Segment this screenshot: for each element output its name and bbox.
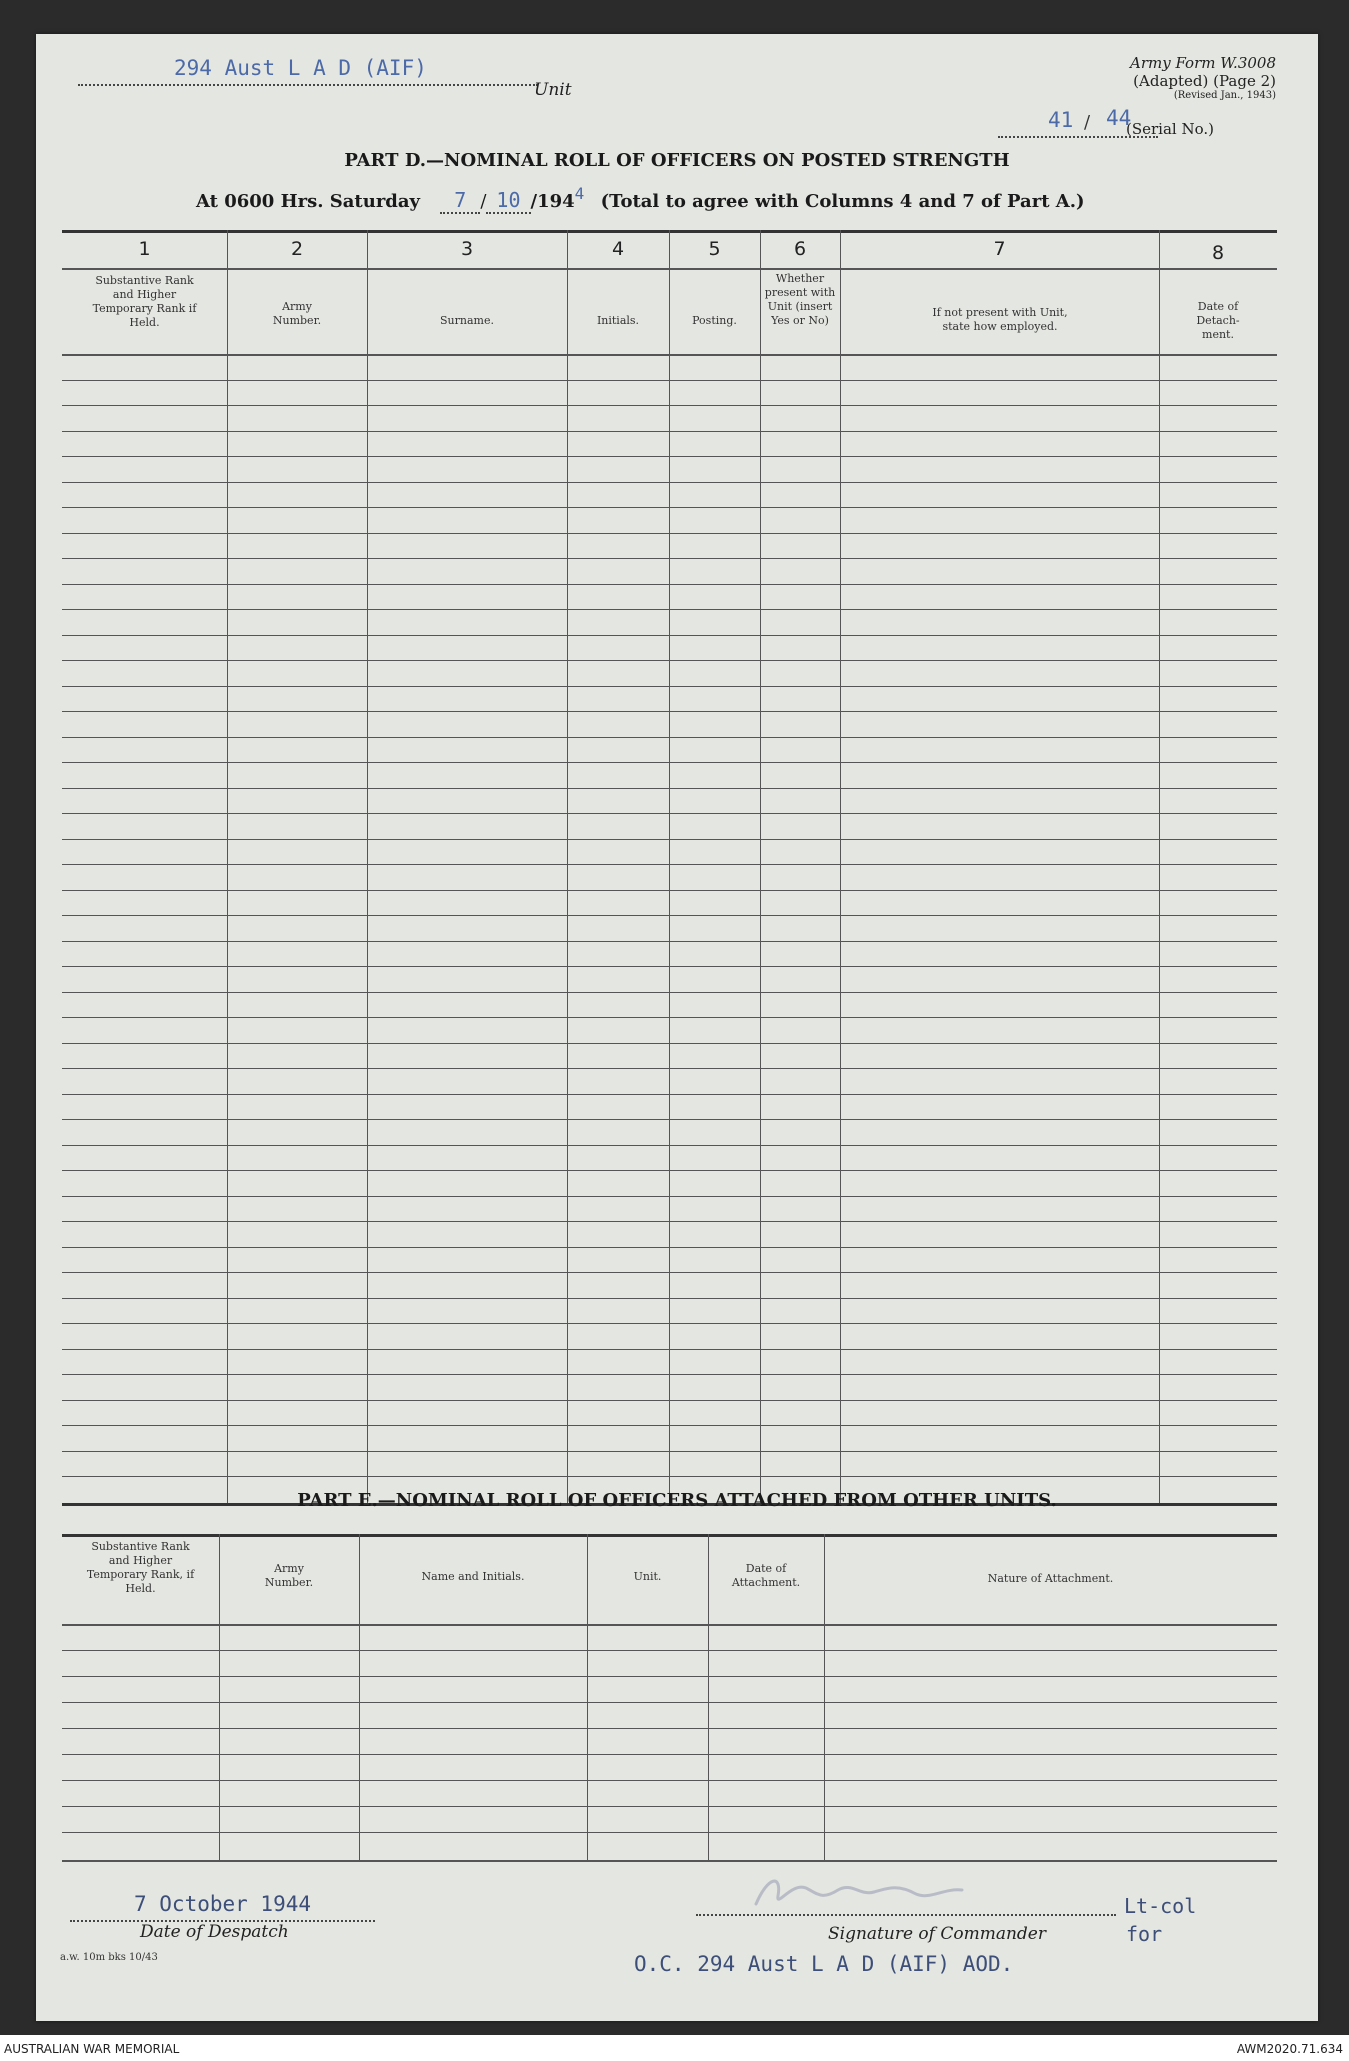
table-row-rule	[62, 711, 1277, 712]
day-value: 7	[440, 188, 480, 214]
form-id-block	[1026, 54, 1276, 101]
table-row-rule	[62, 1425, 1277, 1426]
table-row-rule	[62, 558, 1277, 559]
part-d-date-line: At 0600 Hrs. Saturday 7 / 10 /1944 (Total to agree with Columns 4 and 7 of Part A.)	[196, 184, 1085, 212]
table-row-rule	[62, 584, 1277, 585]
table-row-rule	[62, 405, 1277, 406]
table-row-rule	[62, 915, 1277, 916]
table-row-rule	[62, 941, 1277, 942]
col-label-4: Initials.	[596, 314, 640, 327]
col-label-5: Posting.	[692, 314, 737, 327]
table-row-rule	[62, 813, 1277, 814]
form-name: Army Form W.3008	[1130, 54, 1276, 72]
table-row-rule	[62, 1323, 1277, 1324]
serial-field: 41 / 44	[998, 108, 1158, 138]
col-num-2: 2	[290, 238, 304, 260]
table-row-rule	[62, 1400, 1277, 1401]
table-row-rule	[62, 1119, 1277, 1120]
e-col-label-4: Unit.	[633, 1570, 662, 1583]
archive-institution: AUSTRALIAN WAR MEMORIAL	[4, 2042, 180, 2056]
table-row-rule	[62, 609, 1277, 610]
unit-value: 294 Aust L A D (AIF)	[174, 56, 427, 80]
cc-line: O.C. 294 Aust L A D (AIF) AOD.	[634, 1952, 1014, 1976]
table-row-rule	[62, 1094, 1277, 1095]
serial-label: (Serial No.)	[1126, 120, 1214, 138]
table-row-rule	[62, 1247, 1277, 1248]
col-num-7: 7	[993, 238, 1006, 260]
table-row-rule	[62, 839, 1277, 840]
part-d-table	[62, 230, 1277, 1510]
table-row-rule	[62, 1451, 1277, 1452]
form-sheet	[36, 34, 1318, 2021]
print-code: a.w. 10m bks 10/43	[60, 1952, 158, 1963]
table-row-rule	[62, 1349, 1277, 1350]
table-row-rule	[62, 507, 1277, 508]
table-row-rule	[62, 380, 1277, 381]
col-num-3: 3	[460, 238, 474, 260]
table-row-rule	[62, 1272, 1277, 1273]
col-label-1: Substantive Rank and Higher Temporary Rank if Held.	[92, 274, 197, 329]
table-row-rule	[62, 1702, 1277, 1703]
table-row-rule	[62, 864, 1277, 865]
col-num-1: 1	[138, 238, 151, 260]
table-row-rule	[62, 635, 1277, 636]
table-row-rule	[62, 1476, 1277, 1477]
table-row-rule	[62, 533, 1277, 534]
col-label-8: Date of Detach- ment.	[1196, 300, 1240, 341]
table-row-rule	[62, 1374, 1277, 1375]
year-prefix: /194	[530, 191, 575, 212]
e-col-label-2: Army Number.	[264, 1562, 314, 1589]
signature-label: Signature of Commander	[828, 1924, 1046, 1944]
table-row-rule	[62, 456, 1277, 457]
col-label-7: If not present with Unit, state how employed.	[932, 306, 1068, 333]
form-revised: (Revised Jan., 1943)	[1173, 90, 1276, 101]
table-row-rule	[62, 992, 1277, 993]
year-digit: 4	[574, 184, 585, 203]
table-row-rule	[62, 1017, 1277, 1018]
signature-field	[696, 1914, 1116, 1916]
col-num-8: 8	[1211, 242, 1225, 264]
part-e-table	[62, 1534, 1277, 1864]
month-value: 10	[486, 188, 530, 214]
col-num-6: 6	[793, 238, 807, 260]
table-row-rule	[62, 1068, 1277, 1069]
part-d-title: PART D.—NOMINAL ROLL OF OFFICERS ON POSTED STRENGTH	[344, 150, 1010, 171]
table-row-rule	[62, 1676, 1277, 1677]
table-row-rule	[62, 1650, 1277, 1651]
col-num-5: 5	[708, 238, 721, 260]
total-note: (Total to agree with Columns 4 and 7 of Part A.)	[600, 191, 1085, 212]
col-label-3: Surname.	[440, 314, 494, 327]
table-row-rule	[62, 1298, 1277, 1299]
despatch-label: Date of Despatch	[140, 1922, 289, 1942]
table-row-rule	[62, 1780, 1277, 1781]
archive-accession: AWM2020.71.634	[1236, 2042, 1343, 2056]
despatch-date: 7 October 1944	[134, 1892, 312, 1916]
e-col-label-6: Nature of Attachment.	[987, 1572, 1114, 1585]
table-row-rule	[62, 1145, 1277, 1146]
table-row-rule	[62, 1170, 1277, 1171]
e-col-label-3: Name and Initials.	[421, 1570, 525, 1583]
col-label-2: Army Number.	[272, 300, 322, 327]
signature-mark	[748, 1870, 968, 1916]
unit-field	[78, 56, 538, 86]
serial-a: 41	[1048, 108, 1074, 132]
form-adapted: (Adapted) (Page 2)	[1133, 72, 1276, 90]
table-row-rule	[62, 966, 1277, 967]
archive-strip	[0, 2035, 1349, 2061]
col-num-4: 4	[611, 238, 625, 260]
table-row-rule	[62, 431, 1277, 432]
for-typed: for	[1126, 1922, 1163, 1946]
e-col-label-5: Date of Attachment.	[731, 1562, 801, 1589]
table-row-rule	[62, 1043, 1277, 1044]
table-row-rule	[62, 737, 1277, 738]
table-row-rule	[62, 1728, 1277, 1729]
table-row-rule	[62, 788, 1277, 789]
table-row-rule	[62, 660, 1277, 661]
col-label-6: Whether present with Unit (insert Yes or No)	[764, 272, 836, 327]
signature-scribble	[748, 1870, 968, 1916]
unit-label: Unit	[534, 80, 572, 100]
e-col-label-1: Substantive Rank and Higher Temporary Rank, if Held.	[86, 1540, 195, 1595]
rank-typed: Lt-col	[1124, 1894, 1197, 1918]
table-row-rule	[62, 482, 1277, 483]
table-row-rule	[62, 1806, 1277, 1807]
table-row-rule	[62, 1832, 1277, 1833]
table-row-rule	[62, 890, 1277, 891]
part-e-title: PART E.—NOMINAL ROLL OF OFFICERS ATTACHED FROM OTHER UNITS.	[297, 1490, 1057, 1511]
despatch-date-field	[70, 1892, 375, 1922]
table-row-rule	[62, 762, 1277, 763]
table-row-rule	[62, 1754, 1277, 1755]
table-row-rule	[62, 686, 1277, 687]
table-row-rule	[62, 1196, 1277, 1197]
at-label: At 0600 Hrs. Saturday	[196, 191, 421, 212]
serial-b: 44	[1106, 106, 1132, 130]
table-row-rule	[62, 1221, 1277, 1222]
